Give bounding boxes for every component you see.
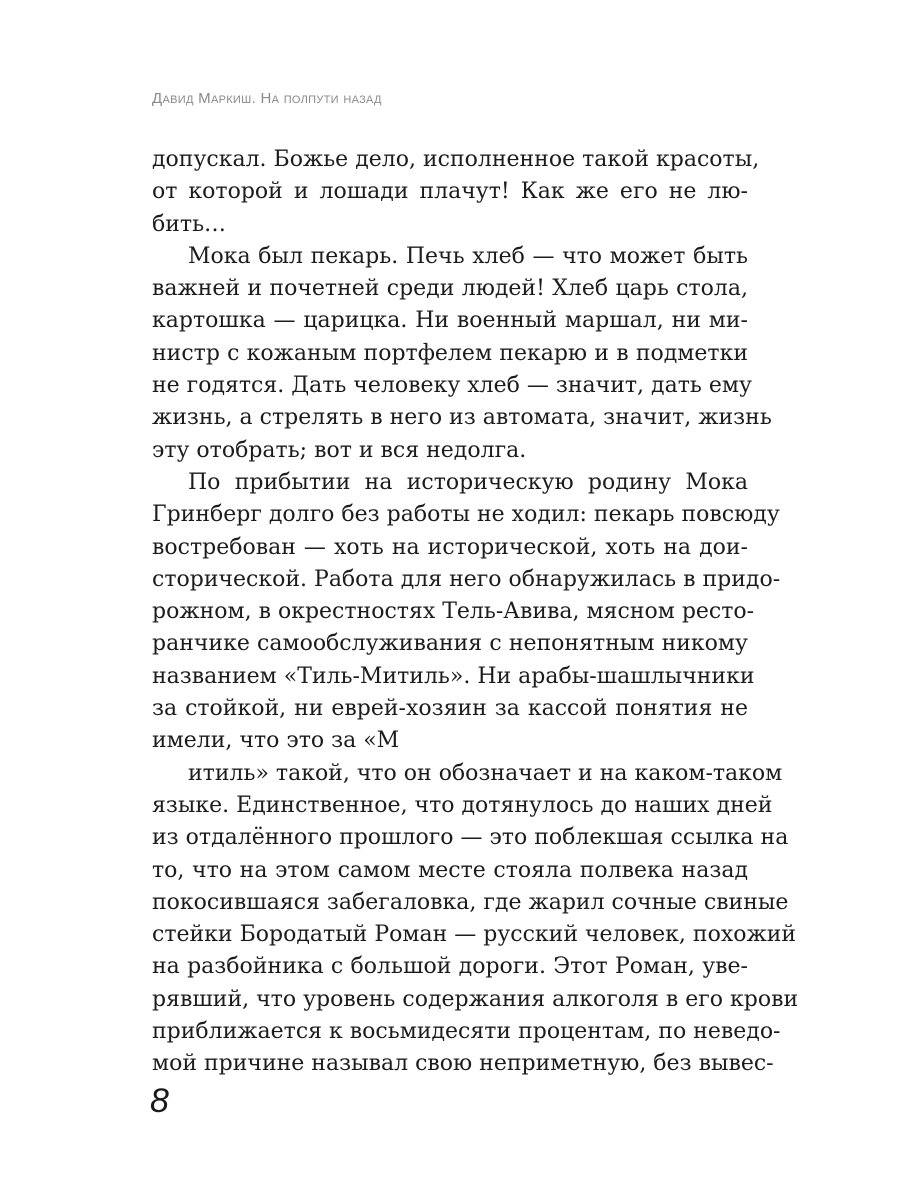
text-line: из отдалённого прошлого — это поблекшая ссылка на (152, 825, 789, 851)
text-line: нистр с кожаным портфелем пекарю и в подметки (152, 340, 748, 366)
text-line: покосившаяся забегаловка, где жарил сочные свиные (152, 889, 789, 915)
text-line: имели, что это за «М (152, 728, 400, 754)
text-line: эту отобрать; вот и вся недолга. (152, 437, 527, 463)
text-line: от которой и лошади плачут! Как же его не лю- (152, 179, 748, 205)
text-line: названием «Тиль-Митиль». Ни арабы-шашлычники (152, 663, 755, 689)
text-line: ранчике самообслуживания с непонятным никому (152, 631, 748, 657)
text-line: востребован — хоть на исторической, хоть на дои- (152, 534, 748, 560)
text-line: приближается к восьмидесяти процентам, по неведо- (152, 1019, 781, 1045)
text-line: сторической. Работа для него обнаружилась в придо- (152, 566, 781, 592)
text-line: бить… (152, 211, 227, 237)
text-line: Мока был пекарь. Печь хлеб — что может быть (188, 243, 748, 269)
text-line: языке. Единственное, что дотянулось до наших дней (152, 792, 773, 818)
body-text (152, 144, 799, 1081)
text-line: рожном, в окрестностях Тель-Авива, мясном ресто- (152, 599, 755, 625)
text-line: картошка — царицка. Ни военный маршал, ни ми- (152, 308, 748, 334)
text-line: на разбойника с большой дороги. Этот Роман, уве- (152, 954, 748, 980)
text-line: итиль» такой, что он обозначает и на каком-таком (188, 760, 783, 786)
text-line: допускал. Божье дело, исполненное такой красоты, (152, 147, 760, 172)
text-line: стейки Бородатый Роман — русский человек, похожий (152, 922, 797, 948)
text-line: то, что на этом самом месте стояла полвека назад (152, 857, 748, 883)
text-line: По прибытии на историческую родину Мока (188, 469, 748, 495)
text-line: рявший, что уровень содержания алкоголя в его крови (152, 986, 799, 1012)
text-line: мой причине называл свою неприметную, без вывес- (152, 1051, 774, 1077)
page-number: 8 (150, 1082, 169, 1120)
text-line: за стойкой, ни еврей-хозяин за кассой понятия не (152, 696, 748, 722)
text-line: не годятся. Дать человеку хлеб — значит, дать ему (152, 373, 752, 399)
text-line: важней и почетней среди людей! Хлеб царь стола, (152, 276, 748, 302)
text-line: Гринберг долго без работы не ходил: пекарь повсюду (152, 502, 780, 528)
text-line: жизнь, а стрелять в него из автомата, значит, жизнь (152, 405, 772, 431)
running-head: Давид Маркиш. На полпути назад (152, 90, 382, 107)
